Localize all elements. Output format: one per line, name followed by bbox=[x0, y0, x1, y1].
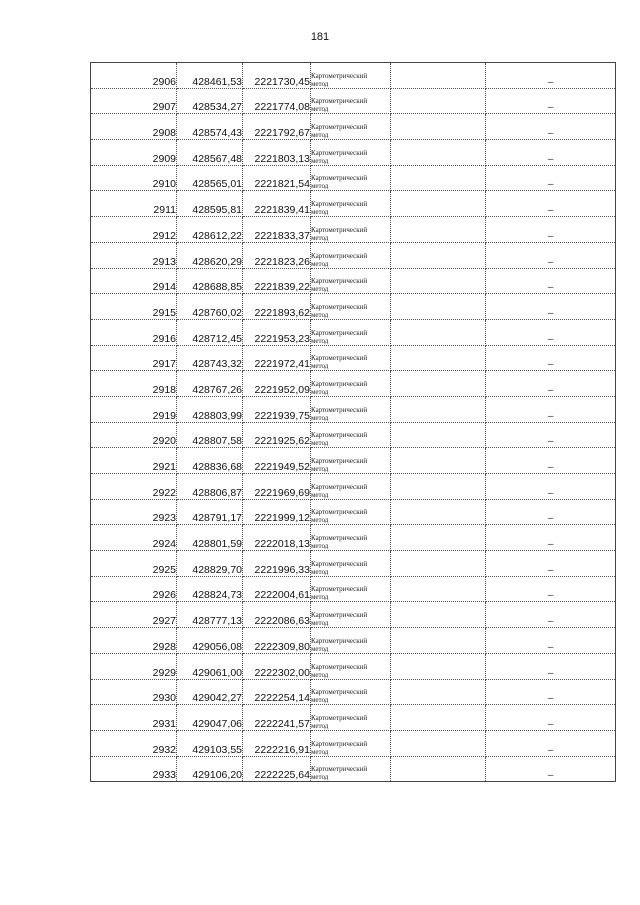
table-row bbox=[91, 165, 616, 191]
y-coordinate-cell: 2221823,26 bbox=[243, 242, 311, 268]
x-coordinate-cell: 428801,59 bbox=[177, 525, 243, 551]
x-coordinate-cell: 428595,81 bbox=[177, 191, 243, 217]
method-label-line1: Картометрический bbox=[311, 739, 368, 748]
y-coordinate-cell: 2221893,62 bbox=[243, 294, 311, 320]
table-row bbox=[91, 217, 616, 243]
y-coordinate-cell: 2222309,80 bbox=[243, 628, 311, 654]
dash-cell: – bbox=[486, 474, 616, 500]
dash-cell: – bbox=[486, 88, 616, 114]
dash-cell: – bbox=[486, 191, 616, 217]
empty-cell bbox=[391, 474, 486, 500]
table-row bbox=[91, 191, 616, 217]
table-row bbox=[91, 268, 616, 294]
table-row bbox=[91, 422, 616, 448]
method-label-line2: метод bbox=[311, 439, 329, 448]
method-label-line1: Картометрический bbox=[311, 302, 368, 311]
table-row bbox=[91, 88, 616, 114]
method-label-line2: метод bbox=[311, 156, 329, 165]
empty-cell bbox=[391, 191, 486, 217]
y-coordinate-cell: 2222086,63 bbox=[243, 602, 311, 628]
method-label-line1: Картометрический bbox=[311, 534, 368, 543]
method-cell bbox=[311, 525, 391, 551]
method-label-line2: метод bbox=[311, 696, 329, 705]
method-label-line2: метод bbox=[311, 465, 329, 473]
empty-cell bbox=[391, 705, 486, 731]
method-cell bbox=[311, 396, 391, 422]
point-number-cell: 2930 bbox=[91, 679, 177, 705]
method-label-line1: Картометрический bbox=[311, 585, 368, 594]
method-cell bbox=[311, 474, 391, 500]
dash-cell: – bbox=[486, 422, 616, 448]
table-row bbox=[91, 140, 616, 166]
method-label-line1: Картометрический bbox=[311, 688, 368, 697]
dash-cell: – bbox=[486, 602, 616, 628]
dash-cell: – bbox=[486, 679, 616, 705]
method-label-line2: метод bbox=[311, 336, 329, 345]
y-coordinate-cell: 2222225,64 bbox=[243, 756, 311, 782]
y-coordinate-cell: 2221972,41 bbox=[243, 345, 311, 371]
table-row bbox=[91, 396, 616, 422]
table-row bbox=[91, 551, 616, 577]
table-row bbox=[91, 705, 616, 731]
x-coordinate-cell: 428836,68 bbox=[177, 448, 243, 474]
x-coordinate-cell: 428829,70 bbox=[177, 551, 243, 577]
point-number-cell: 2932 bbox=[91, 730, 177, 756]
point-number-cell: 2914 bbox=[91, 268, 177, 294]
table-row bbox=[91, 730, 616, 756]
x-coordinate-cell: 428743,32 bbox=[177, 345, 243, 371]
coordinates-table bbox=[90, 62, 616, 782]
method-label-line2: метод bbox=[311, 233, 329, 242]
y-coordinate-cell: 2221803,13 bbox=[243, 140, 311, 166]
method-label-line1: Картометрический bbox=[311, 405, 368, 414]
empty-cell bbox=[391, 730, 486, 756]
dash-cell: – bbox=[486, 140, 616, 166]
table-body bbox=[91, 63, 616, 782]
y-coordinate-cell: 2221999,12 bbox=[243, 499, 311, 525]
table-row bbox=[91, 679, 616, 705]
method-cell bbox=[311, 217, 391, 243]
empty-cell bbox=[391, 294, 486, 320]
method-cell bbox=[311, 294, 391, 320]
method-cell bbox=[311, 114, 391, 140]
y-coordinate-cell: 2222254,14 bbox=[243, 679, 311, 705]
y-coordinate-cell: 2222302,00 bbox=[243, 653, 311, 679]
method-label-line1: Картометрический bbox=[311, 200, 368, 209]
point-number-cell: 2915 bbox=[91, 294, 177, 320]
empty-cell bbox=[391, 63, 486, 89]
dash-cell: – bbox=[486, 217, 616, 243]
empty-cell bbox=[391, 499, 486, 525]
x-coordinate-cell: 428791,17 bbox=[177, 499, 243, 525]
dash-cell: – bbox=[486, 653, 616, 679]
y-coordinate-cell: 2222004,61 bbox=[243, 576, 311, 602]
method-cell bbox=[311, 576, 391, 602]
table-row bbox=[91, 63, 616, 89]
method-label-line1: Картометрический bbox=[311, 508, 368, 517]
empty-cell bbox=[391, 551, 486, 577]
y-coordinate-cell: 2221925,62 bbox=[243, 422, 311, 448]
method-cell bbox=[311, 268, 391, 294]
x-coordinate-cell: 428574,43 bbox=[177, 114, 243, 140]
point-number-cell: 2913 bbox=[91, 242, 177, 268]
point-number-cell: 2929 bbox=[91, 653, 177, 679]
y-coordinate-cell: 2221953,23 bbox=[243, 319, 311, 345]
point-number-cell: 2916 bbox=[91, 319, 177, 345]
table-row bbox=[91, 294, 616, 320]
y-coordinate-cell: 2221730,45 bbox=[243, 63, 311, 89]
y-coordinate-cell: 2221952,09 bbox=[243, 371, 311, 397]
method-cell bbox=[311, 653, 391, 679]
x-coordinate-cell: 428807,58 bbox=[177, 422, 243, 448]
point-number-cell: 2921 bbox=[91, 448, 177, 474]
method-cell bbox=[311, 602, 391, 628]
dash-cell: – bbox=[486, 448, 616, 474]
empty-cell bbox=[391, 217, 486, 243]
method-label-line2: метод bbox=[311, 670, 329, 679]
empty-cell bbox=[391, 140, 486, 166]
table-row bbox=[91, 628, 616, 654]
method-label-line1: Картометрический bbox=[311, 354, 368, 363]
table-row bbox=[91, 525, 616, 551]
empty-cell bbox=[391, 602, 486, 628]
method-label-line2: метод bbox=[311, 259, 329, 268]
point-number-cell: 2928 bbox=[91, 628, 177, 654]
x-coordinate-cell: 428612,22 bbox=[177, 217, 243, 243]
method-label-line1: Картометрический bbox=[311, 379, 368, 388]
method-cell bbox=[311, 499, 391, 525]
method-cell bbox=[311, 551, 391, 577]
method-label-line2: метод bbox=[311, 567, 329, 576]
method-cell bbox=[311, 422, 391, 448]
point-number-cell: 2926 bbox=[91, 576, 177, 602]
method-label-line1: Картометрический bbox=[311, 225, 368, 234]
x-coordinate-cell: 428567,48 bbox=[177, 140, 243, 166]
method-cell bbox=[311, 371, 391, 397]
y-coordinate-cell: 2221996,33 bbox=[243, 551, 311, 577]
dash-cell: – bbox=[486, 628, 616, 654]
dash-cell: – bbox=[486, 499, 616, 525]
empty-cell bbox=[391, 345, 486, 371]
method-label-line1: Картометрический bbox=[311, 71, 368, 80]
point-number-cell: 2923 bbox=[91, 499, 177, 525]
method-cell bbox=[311, 705, 391, 731]
table-row bbox=[91, 371, 616, 397]
point-number-cell: 2907 bbox=[91, 88, 177, 114]
x-coordinate-cell: 428461,53 bbox=[177, 63, 243, 89]
point-number-cell: 2906 bbox=[91, 63, 177, 89]
empty-cell bbox=[391, 88, 486, 114]
x-coordinate-cell: 428824,73 bbox=[177, 576, 243, 602]
method-label-line1: Картометрический bbox=[311, 123, 368, 132]
dash-cell: – bbox=[486, 165, 616, 191]
method-cell bbox=[311, 319, 391, 345]
method-label-line1: Картометрический bbox=[311, 611, 368, 620]
point-number-cell: 2922 bbox=[91, 474, 177, 500]
empty-cell bbox=[391, 679, 486, 705]
method-label-line2: метод bbox=[311, 79, 329, 88]
method-label-line1: Картометрический bbox=[311, 174, 368, 183]
empty-cell bbox=[391, 319, 486, 345]
method-label-line2: метод bbox=[311, 362, 329, 371]
dash-cell: – bbox=[486, 730, 616, 756]
y-coordinate-cell: 2221839,22 bbox=[243, 268, 311, 294]
method-label-line1: Картометрический bbox=[311, 431, 368, 440]
table-row bbox=[91, 448, 616, 474]
method-cell bbox=[311, 88, 391, 114]
table-row bbox=[91, 576, 616, 602]
empty-cell bbox=[391, 165, 486, 191]
method-label-line2: метод bbox=[311, 747, 329, 756]
y-coordinate-cell: 2221949,52 bbox=[243, 448, 311, 474]
y-coordinate-cell: 2221833,37 bbox=[243, 217, 311, 243]
dash-cell: – bbox=[486, 319, 616, 345]
method-cell bbox=[311, 165, 391, 191]
x-coordinate-cell: 429061,00 bbox=[177, 653, 243, 679]
empty-cell bbox=[391, 268, 486, 294]
x-coordinate-cell: 428760,02 bbox=[177, 294, 243, 320]
y-coordinate-cell: 2221792,67 bbox=[243, 114, 311, 140]
method-cell bbox=[311, 63, 391, 89]
method-label-line2: метод bbox=[311, 644, 329, 653]
method-label-line2: метод bbox=[311, 413, 329, 422]
method-label-line2: метод bbox=[311, 593, 329, 602]
method-label-line1: Картометрический bbox=[311, 97, 368, 106]
method-label-line1: Картометрический bbox=[311, 328, 368, 337]
point-number-cell: 2920 bbox=[91, 422, 177, 448]
method-cell bbox=[311, 730, 391, 756]
dash-cell: – bbox=[486, 525, 616, 551]
method-label-line2: метод bbox=[311, 310, 329, 319]
method-label-line2: метод bbox=[311, 721, 329, 730]
method-cell bbox=[311, 140, 391, 166]
table-row bbox=[91, 319, 616, 345]
table-row bbox=[91, 756, 616, 782]
method-label-line2: метод bbox=[311, 208, 329, 217]
point-number-cell: 2910 bbox=[91, 165, 177, 191]
point-number-cell: 2933 bbox=[91, 756, 177, 782]
x-coordinate-cell: 429106,20 bbox=[177, 756, 243, 782]
empty-cell bbox=[391, 242, 486, 268]
empty-cell bbox=[391, 653, 486, 679]
x-coordinate-cell: 428565,01 bbox=[177, 165, 243, 191]
method-cell bbox=[311, 679, 391, 705]
method-label-line1: Картометрический bbox=[311, 765, 368, 774]
point-number-cell: 2912 bbox=[91, 217, 177, 243]
empty-cell bbox=[391, 628, 486, 654]
y-coordinate-cell: 2222241,57 bbox=[243, 705, 311, 731]
method-label-line1: Картометрический bbox=[311, 482, 368, 491]
point-number-cell: 2925 bbox=[91, 551, 177, 577]
table-row bbox=[91, 602, 616, 628]
dash-cell: – bbox=[486, 268, 616, 294]
method-label-line1: Картометрический bbox=[311, 636, 368, 645]
method-label-line2: метод bbox=[311, 516, 329, 525]
table-row bbox=[91, 474, 616, 500]
method-cell bbox=[311, 242, 391, 268]
table-row bbox=[91, 242, 616, 268]
method-label-line2: метод bbox=[311, 773, 329, 782]
x-coordinate-cell: 428777,13 bbox=[177, 602, 243, 628]
x-coordinate-cell: 429056,08 bbox=[177, 628, 243, 654]
point-number-cell: 2909 bbox=[91, 140, 177, 166]
method-label-line2: метод bbox=[311, 105, 329, 114]
x-coordinate-cell: 428806,87 bbox=[177, 474, 243, 500]
method-label-line2: метод bbox=[311, 490, 329, 499]
point-number-cell: 2918 bbox=[91, 371, 177, 397]
x-coordinate-cell: 428688,85 bbox=[177, 268, 243, 294]
empty-cell bbox=[391, 422, 486, 448]
empty-cell bbox=[391, 371, 486, 397]
x-coordinate-cell: 429103,55 bbox=[177, 730, 243, 756]
method-cell bbox=[311, 756, 391, 782]
dash-cell: – bbox=[486, 705, 616, 731]
method-label-line1: Картометрический bbox=[311, 277, 368, 286]
method-label-line1: Картометрический bbox=[311, 662, 368, 671]
x-coordinate-cell: 428620,29 bbox=[177, 242, 243, 268]
method-label-line2: метод bbox=[311, 182, 329, 191]
y-coordinate-cell: 2222216,91 bbox=[243, 730, 311, 756]
method-cell bbox=[311, 345, 391, 371]
empty-cell bbox=[391, 396, 486, 422]
method-cell bbox=[311, 628, 391, 654]
point-number-cell: 2931 bbox=[91, 705, 177, 731]
method-label-line1: Картометрический bbox=[311, 251, 368, 260]
method-cell bbox=[311, 448, 391, 474]
table-row bbox=[91, 345, 616, 371]
x-coordinate-cell: 428803,99 bbox=[177, 396, 243, 422]
empty-cell bbox=[391, 114, 486, 140]
method-label-line1: Картометрический bbox=[311, 148, 368, 157]
y-coordinate-cell: 2221969,69 bbox=[243, 474, 311, 500]
table-row bbox=[91, 653, 616, 679]
dash-cell: – bbox=[486, 756, 616, 782]
dash-cell: – bbox=[486, 345, 616, 371]
empty-cell bbox=[391, 448, 486, 474]
y-coordinate-cell: 2221821,54 bbox=[243, 165, 311, 191]
page-number: 181 bbox=[310, 31, 330, 43]
table-row bbox=[91, 114, 616, 140]
dash-cell: – bbox=[486, 371, 616, 397]
empty-cell bbox=[391, 525, 486, 551]
method-label-line1: Картометрический bbox=[311, 559, 368, 568]
y-coordinate-cell: 2221774,08 bbox=[243, 88, 311, 114]
dash-cell: – bbox=[486, 551, 616, 577]
method-label-line2: метод bbox=[311, 619, 329, 628]
table-row bbox=[91, 499, 616, 525]
x-coordinate-cell: 429047,06 bbox=[177, 705, 243, 731]
dash-cell: – bbox=[486, 114, 616, 140]
dash-cell: – bbox=[486, 63, 616, 89]
dash-cell: – bbox=[486, 396, 616, 422]
y-coordinate-cell: 2221839,41 bbox=[243, 191, 311, 217]
method-label-line1: Картометрический bbox=[311, 457, 368, 465]
method-label-line2: метод bbox=[311, 387, 329, 396]
x-coordinate-cell: 429042,27 bbox=[177, 679, 243, 705]
method-label-line1: Картометрический bbox=[311, 713, 368, 722]
y-coordinate-cell: 2222018,13 bbox=[243, 525, 311, 551]
x-coordinate-cell: 428767,26 bbox=[177, 371, 243, 397]
point-number-cell: 2917 bbox=[91, 345, 177, 371]
point-number-cell: 2927 bbox=[91, 602, 177, 628]
method-cell bbox=[311, 191, 391, 217]
y-coordinate-cell: 2221939,75 bbox=[243, 396, 311, 422]
method-label-line2: метод bbox=[311, 131, 329, 140]
point-number-cell: 2908 bbox=[91, 114, 177, 140]
empty-cell bbox=[391, 756, 486, 782]
point-number-cell: 2919 bbox=[91, 396, 177, 422]
point-number-cell: 2911 bbox=[91, 191, 177, 217]
x-coordinate-cell: 428534,27 bbox=[177, 88, 243, 114]
x-coordinate-cell: 428712,45 bbox=[177, 319, 243, 345]
method-label-line2: метод bbox=[311, 542, 329, 551]
dash-cell: – bbox=[486, 576, 616, 602]
empty-cell bbox=[391, 576, 486, 602]
dash-cell: – bbox=[486, 294, 616, 320]
dash-cell: – bbox=[486, 242, 616, 268]
point-number-cell: 2924 bbox=[91, 525, 177, 551]
method-label-line2: метод bbox=[311, 285, 329, 294]
